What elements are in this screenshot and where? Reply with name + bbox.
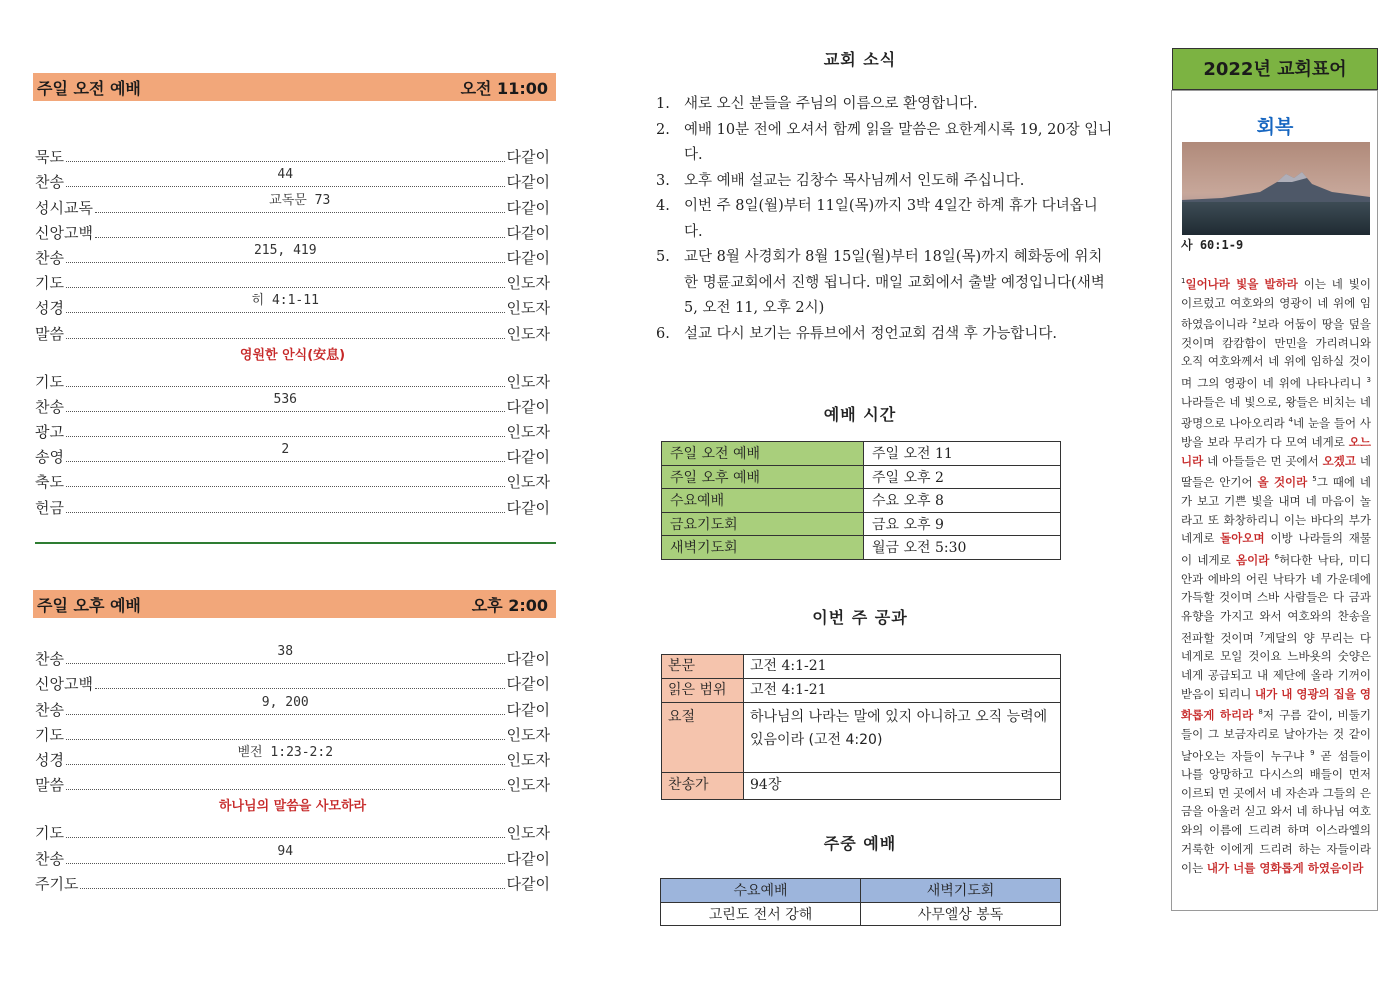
order-leader: 인도자: [506, 299, 550, 318]
order-leader: 다같이: [506, 700, 550, 719]
order-leader: 인도자: [506, 372, 550, 391]
order-item: 성경: [35, 299, 64, 318]
order-leader: 인도자: [506, 750, 550, 769]
worship-time-row: [662, 512, 1061, 536]
news-item: [656, 118, 1116, 169]
order-detail: [66, 442, 505, 457]
afternoon-order-of-worship: [35, 644, 550, 894]
news-list: [656, 92, 1116, 347]
dotted-leader: [66, 644, 505, 664]
dotted-leader: [80, 888, 504, 889]
order-item: 기도: [35, 824, 64, 843]
news-number: 2.: [656, 121, 670, 138]
midweek-header: 새벽기도회: [861, 879, 1061, 903]
morning-service-header: [33, 73, 556, 101]
order-item: 축도: [35, 473, 64, 492]
news-text: 새로 오신 분들을 주님의 이름으로 환영합니다.: [684, 96, 978, 112]
verse-text: 이방 나라들의 재물이 네게로: [1181, 531, 1371, 567]
verse-highlight: 일어나라 빛을 발하라: [1185, 276, 1298, 291]
order-leader: 인도자: [506, 274, 550, 293]
dotted-leader: [66, 789, 505, 790]
worship-time: 수요 오후 8: [864, 489, 1061, 513]
lesson-label: 본문: [662, 655, 744, 679]
midweek-title: 주중 예배: [823, 834, 897, 853]
order-detail-text: 9, 200: [261, 694, 309, 710]
order-detail: [66, 695, 505, 710]
lesson-value: 하나님의 나라는 말에 있지 아니하고 오직 능력에 있음이라 (고전 4:20): [744, 703, 1061, 773]
lesson-value: 고전 4:1-21: [744, 679, 1061, 703]
order-item: 신앙고백: [35, 223, 93, 242]
dotted-leader: [66, 391, 505, 412]
dotted-leader: [66, 161, 505, 162]
lesson-row: [662, 703, 1061, 773]
order-leader: 인도자: [506, 324, 550, 343]
motto-title: 2022년 교회표어: [1172, 48, 1378, 90]
lesson-row: [662, 773, 1061, 800]
order-item: 말씀: [35, 776, 64, 795]
order-detail: [66, 243, 505, 258]
verse-number: 5: [1312, 475, 1317, 484]
worship-times-title: 예배 시간: [823, 405, 897, 424]
dotted-leader: [66, 167, 505, 187]
midweek-table: [660, 878, 1061, 926]
verse-text: 그 때에 네가 보고 기쁜 빛을 내며 네 마음이 놀라고 또 화창하리니 이는 바다의 부가 네게로: [1181, 475, 1372, 546]
verse-number: 8: [1258, 708, 1263, 717]
verse-number: 7: [1259, 630, 1265, 639]
morning-service-title: 주일 오전 예배: [37, 78, 141, 98]
worship-name: 주일 오전 예배: [662, 442, 864, 466]
worship-name: 새벽기도회: [662, 536, 864, 560]
morning-order-of-worship: [35, 142, 550, 518]
lesson-value: 94장: [744, 773, 1061, 800]
order-detail: [66, 844, 505, 859]
news-item: [656, 322, 1116, 348]
order-leader: 다같이: [506, 650, 550, 669]
order-leader: 다같이: [506, 448, 550, 467]
order-row: [35, 293, 550, 318]
news-number: 5.: [656, 249, 670, 265]
lesson-label: 읽은 범위: [662, 679, 744, 703]
dotted-leader: [66, 338, 505, 339]
order-item: 신앙고백: [35, 675, 93, 694]
midweek-value: 고린도 전서 강해: [661, 902, 861, 926]
verse-number: 9: [1310, 748, 1315, 757]
morning-service-time: 오전 11:00: [460, 78, 548, 98]
order-detail-text: 215, 419: [253, 242, 317, 258]
order-leader: 인도자: [506, 824, 550, 843]
order-leader: 다같이: [506, 223, 550, 242]
dotted-leader: [66, 442, 505, 462]
dotted-leader: [66, 386, 505, 387]
order-row: [35, 218, 550, 243]
order-detail-text: 94: [277, 843, 294, 859]
order-detail: [66, 741, 505, 760]
order-row: [35, 770, 550, 795]
worship-time-row: [662, 442, 1061, 466]
news-text: 예배 10분 전에 오셔서 함께 읽을 말씀은 요한계시록 19, 20장 입니다.: [684, 121, 1113, 163]
dotted-leader: [95, 237, 505, 238]
verse-text: 저 구름 같이, 비둘기들이 그 보금자리로 날아가는 것 같이 날아오는 자들이 누구냐: [1181, 708, 1371, 763]
lesson-table: [661, 654, 1061, 800]
verse-text: 나라들은 네 빛으로, 왕들은 비치는 네 광명으로 나아오리라: [1181, 394, 1371, 431]
verse-highlight: 옴이라: [1235, 552, 1270, 567]
verse-number: 4: [1288, 416, 1294, 425]
motto-verse: [1181, 272, 1371, 877]
order-leader: 인도자: [506, 725, 550, 744]
dotted-leader: [66, 486, 505, 487]
sermon-title: 하나님의 말씀을 사모하라: [218, 799, 367, 815]
dotted-leader: [95, 688, 505, 689]
order-row: [35, 367, 550, 392]
worship-name: 주일 오후 예배: [662, 465, 864, 489]
order-item: 찬송: [35, 397, 64, 416]
worship-time-row: [662, 489, 1061, 513]
order-item: 찬송: [35, 700, 64, 719]
sermon-title: 영원한 안식(安息): [239, 347, 346, 363]
order-row: [35, 669, 550, 694]
news-item: [656, 92, 1116, 118]
dotted-leader: [66, 242, 505, 263]
news-text: 오후 예배 설교는 김창수 목사님께서 인도해 주십니다.: [684, 172, 1025, 189]
verse-highlight: 오겠고: [1322, 453, 1356, 468]
midweek-value: 사무엘상 봉독: [861, 902, 1061, 926]
verse-reference: 사 60:1-9: [1181, 238, 1244, 252]
lesson-value: 고전 4:1-21: [744, 655, 1061, 679]
order-detail-text: 38: [277, 644, 294, 660]
verse-highlight: 올 것이라: [1257, 475, 1308, 490]
lesson-title: 이번 주 공과: [812, 608, 908, 627]
order-item: 기도: [35, 274, 64, 293]
verse-number: 6: [1274, 552, 1280, 561]
order-item: 기도: [35, 372, 64, 391]
verse-text: 네 아들들은 먼 곳에서: [1203, 453, 1323, 468]
order-item: 찬송: [35, 849, 64, 868]
order-row: [35, 869, 550, 894]
order-row: [35, 745, 550, 770]
order-item: 찬송: [35, 650, 64, 669]
lesson-label: 찬송가: [662, 773, 744, 800]
order-detail-text: 히 4:1-11: [251, 293, 319, 309]
order-leader: 다같이: [506, 173, 550, 192]
dotted-leader: [66, 837, 505, 838]
order-item: 광고: [35, 423, 64, 442]
order-row: [35, 694, 550, 719]
order-item: 찬송: [35, 248, 64, 267]
mountain-landscape-image: [1182, 142, 1370, 235]
order-item: 말씀: [35, 324, 64, 343]
afternoon-service-time: 오후 2:00: [471, 595, 548, 615]
order-row: [35, 818, 550, 843]
order-leader: 다같이: [506, 397, 550, 416]
worship-time: 월금 오전 5:30: [864, 536, 1061, 560]
worship-name: 수요예배: [662, 489, 864, 513]
verse-text: 보라 어둠이 땅을 덮을 것이며 캄캄함이 만민을 가리려니와 오직 여호와께서 네 위에 임하실 것이며 그의 영광이 네 위에 나타나리니: [1181, 317, 1372, 390]
dotted-leader: [66, 739, 505, 740]
dotted-leader: [66, 843, 505, 864]
afternoon-service-title: 주일 오후 예배: [37, 595, 141, 615]
midweek-value-row: [661, 902, 1061, 926]
dotted-leader: [66, 287, 505, 288]
midweek-header-row: [661, 879, 1061, 903]
midweek-header: 수요예배: [661, 879, 861, 903]
order-row: [35, 492, 550, 517]
worship-times-table: [661, 441, 1061, 560]
order-item: 성경: [35, 750, 64, 769]
order-row: [35, 644, 550, 669]
order-item: 송영: [35, 448, 64, 467]
verse-highlight: 내가 내 영광의 집을 영화롭게 하리라: [1181, 686, 1371, 723]
order-row: [35, 843, 550, 868]
order-item: 묵도: [35, 148, 64, 167]
verse-number: 3: [1366, 376, 1371, 385]
news-number: 4.: [656, 198, 670, 214]
order-row: [35, 442, 550, 467]
news-number: 1.: [656, 96, 670, 112]
lesson-label: 요절: [662, 703, 744, 773]
verse-highlight: 돌아오며: [1220, 531, 1265, 546]
section-divider: [35, 542, 556, 544]
order-leader: 다같이: [506, 198, 550, 217]
order-leader: 인도자: [506, 473, 550, 492]
news-item: [656, 194, 1116, 245]
news-text: 설교 다시 보기는 유튜브에서 정언교회 검색 후 가능합니다.: [684, 325, 1058, 342]
news-text: 이번 주 8일(월)부터 11일(목)까지 3박 4일간 하계 휴가 다녀옵니다.: [684, 198, 1098, 240]
order-row: [35, 142, 550, 167]
order-detail-text: 벧전 1:23-2:2: [237, 744, 334, 760]
news-title: 교회 소식: [823, 50, 897, 69]
order-detail-text: 44: [277, 167, 294, 183]
order-row: [35, 417, 550, 442]
order-detail-text: 536: [273, 391, 297, 407]
order-leader: 인도자: [506, 776, 550, 795]
order-detail: [66, 644, 505, 659]
lesson-row: [662, 655, 1061, 679]
news-item: [656, 169, 1116, 195]
order-leader: 다같이: [506, 849, 550, 868]
order-detail: [66, 167, 505, 182]
verse-number: 1: [1181, 277, 1186, 285]
dotted-leader: [66, 436, 505, 437]
afternoon-service-header: [33, 590, 556, 618]
order-row: [35, 392, 550, 417]
order-item: 주기도: [35, 874, 79, 893]
worship-time: 주일 오후 2: [864, 465, 1061, 489]
verse-text: 곧 섬들이 나를 앙망하고 다시스의 배들이 먼저 이르되 먼 곳에서 네 자손과 그들의 은금을 아울러 싣고 와서 네 하나님 여호와의 이름에 드리려 하며 이스라엘의 거룩한 이에게 드리려 하는 자들이라 이는: [1181, 748, 1371, 875]
verse-text: 허다한 낙타, 미디안과 에바의 어린 낙타가 네 가운데에 가득할 것이며 스바 사람들은 다 금과 유향을 가지고 와서 여호와의 찬송을 전파할 것이며: [1181, 552, 1372, 645]
order-item: 기도: [35, 725, 64, 744]
verse-number: 2: [1252, 317, 1257, 326]
order-detail: [66, 289, 505, 308]
dotted-leader: [66, 744, 505, 765]
dotted-leader: [66, 293, 505, 313]
order-leader: 다같이: [506, 498, 550, 517]
order-leader: 다같이: [506, 874, 550, 893]
worship-time: 주일 오전 11: [864, 442, 1061, 466]
verse-text: 이는 네 빛이 이르렀고 여호와의 영광이 네 위에 임하였음이니라: [1181, 276, 1371, 332]
order-item: 성시교독: [35, 198, 93, 217]
news-number: 6.: [656, 325, 670, 342]
verse-text: 네 딸들은 안기어: [1181, 453, 1372, 490]
verse-highlight: 오느니라: [1181, 434, 1371, 468]
order-leader: 다같이: [506, 248, 550, 267]
order-detail: [66, 392, 505, 407]
worship-time-row: [662, 465, 1061, 489]
news-number: 3.: [656, 172, 670, 189]
order-item: 찬송: [35, 173, 64, 192]
verse-text: 게달의 양 무리는 다 네게로 모일 것이요 느바욧의 숫양은 네게 공급되고 내 제단에 올라 기꺼이 받음이 되리니: [1181, 630, 1371, 701]
order-leader: 다같이: [506, 675, 550, 694]
order-row: [35, 318, 550, 343]
order-row: [35, 467, 550, 492]
order-item: 헌금: [35, 498, 64, 517]
dotted-leader: [95, 192, 505, 213]
order-detail-text: 교독문 73: [269, 192, 331, 208]
news-text: 교단 8월 사경회가 8월 15일(월)부터 18일(목)까지 혜화동에 위치한 명륜교회에서 진행 됩니다. 매일 교회에서 출발 예정입니다(새벽 5, 오전 11, 오후 2시): [684, 249, 1105, 316]
news-item: [656, 245, 1116, 322]
order-leader: 인도자: [506, 423, 550, 442]
worship-time: 금요 오후 9: [864, 512, 1061, 536]
motto-word: 회복: [1256, 116, 1294, 138]
worship-name: 금요기도회: [662, 512, 864, 536]
verse-text: 네 눈을 들어 사방을 보라 무리가 다 모여 네게로: [1181, 416, 1372, 449]
order-leader: 다같이: [506, 148, 550, 167]
dotted-leader: [66, 512, 505, 513]
dotted-leader: [66, 694, 505, 715]
order-detail: [95, 189, 505, 208]
order-row: [35, 192, 550, 217]
verse-highlight: 내가 너를 영화롭게 하였음이라: [1206, 860, 1364, 875]
order-detail-text: 2: [281, 442, 290, 458]
lesson-row: [662, 679, 1061, 703]
worship-time-row: [662, 536, 1061, 560]
order-row: [35, 243, 550, 268]
